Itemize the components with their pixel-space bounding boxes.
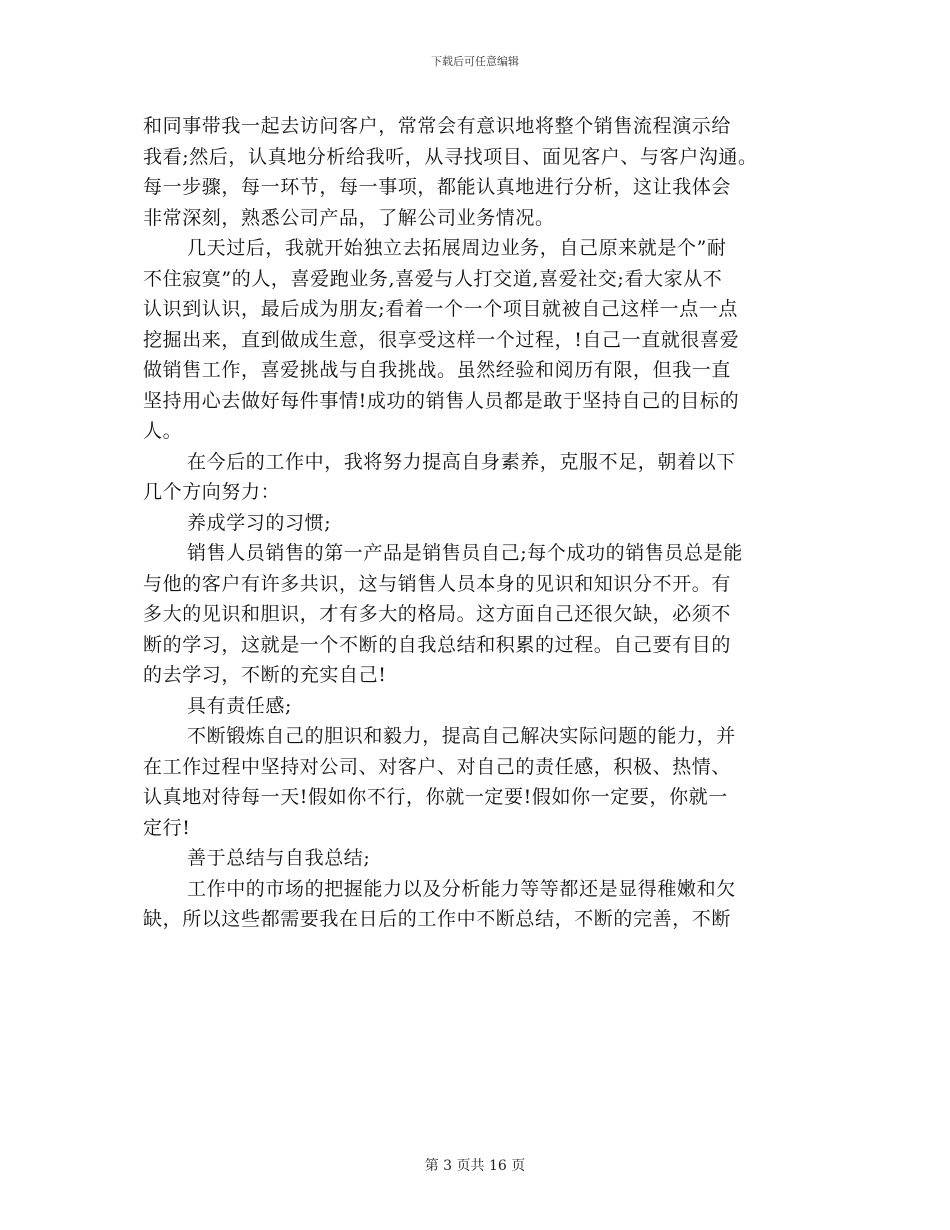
text-line: 定行! (143, 816, 191, 839)
text-line: 不住寂寞”的人，喜爱跑业务,喜爱与人打交道,喜爱社交;看大家从不 (143, 267, 723, 290)
text-line: 具有责任感; (187, 694, 293, 717)
page-header: 下载后可任意编辑 (431, 55, 519, 68)
text-line: 不断锻炼自己的胆识和毅力，提高自己解决实际问题的能力，并 (187, 725, 736, 747)
text-line: 与他的客户有许多共识，这与销售人员本身的见识和知识分不开。有 (143, 572, 732, 595)
text-line: 人。 (143, 420, 183, 442)
text-line: 我看;然后，认真地分析给我听，从寻找项目、面见客户、与客户沟通。 (143, 145, 758, 168)
text-line: 善于总结与自我总结; (187, 847, 371, 869)
text-line: 在今后的工作中，我将努力提高自身素养，克服不足，朝着以下 (187, 450, 736, 473)
text-line: 挖掘出来，直到做成生意，很享受这样一个过程，!自己一直就很喜爱 (143, 328, 740, 351)
text-line: 销售人员销售的第一产品是销售员自己;每个成功的销售员总是能 (187, 542, 743, 564)
text-line: 几天过后，我就开始独立去拓展周边业务，自己原来就是个”耐 (187, 237, 727, 259)
text-line: 在工作过程中坚持对公司、对客户、对自己的责任感，积极、热情、 (143, 755, 732, 778)
text-line: 养成学习的习惯; (187, 511, 332, 534)
text-line: 认真地对待每一天!假如你不行，你就一定要!假如你一定要，你就一 (143, 786, 728, 808)
text-line: 和同事带我一起去访问客户，常常会有意识地将整个销售流程演示给 (143, 115, 732, 137)
text-line: 坚持用心去做好每件事情!成功的销售人员都是敢于坚持自己的目标的 (143, 389, 740, 412)
text-line: 的去学习，不断的充实自己! (143, 664, 387, 686)
document-body (143, 111, 823, 935)
text-line: 认识到认识，最后成为朋友;看着一个一个项目就被自己这样一点一点 (143, 298, 739, 320)
text-line: 断的学习，这就是一个不断的自我总结和积累的过程。自己要有目的 (143, 633, 732, 656)
text-line: 非常深刻，熟悉公司产品，了解公司业务情况。 (143, 206, 555, 229)
text-line: 工作中的市场的把握能力以及分析能力等等都还是显得稚嫩和欠 (187, 877, 736, 900)
page-footer: 第 3 页共 16 页 (424, 1158, 526, 1174)
text-line: 几个方向努力： (143, 481, 281, 503)
text-line: 做销售工作，喜爱挑战与自我挑战。虽然经验和阅历有限，但我一直 (143, 359, 732, 381)
text-line: 多大的见识和胆识，才有多大的格局。这方面自己还很欠缺，必须不 (143, 603, 732, 625)
text-line: 缺，所以这些都需要我在日后的工作中不断总结，不断的完善，不断 (143, 908, 732, 930)
text-line: 每一步骤，每一环节，每一事项，都能认真地进行分析，这让我体会 (143, 176, 732, 198)
